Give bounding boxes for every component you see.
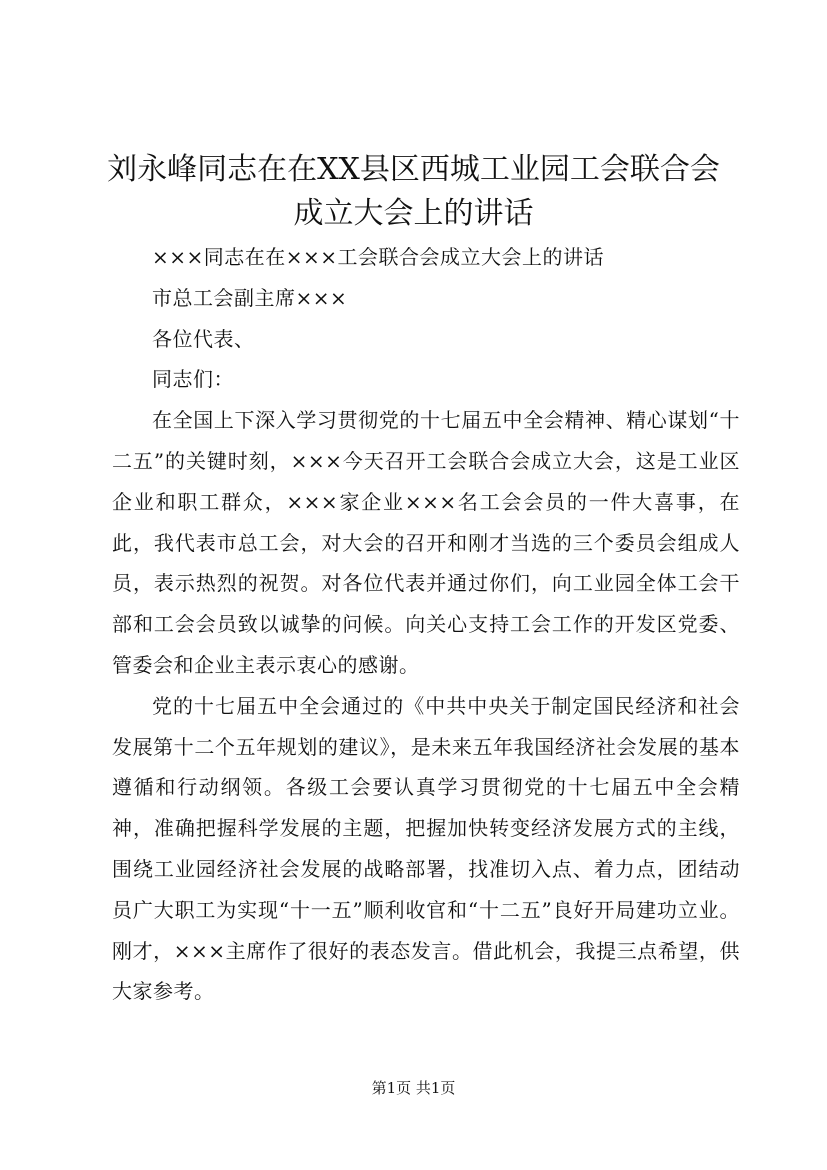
body-paragraph-1: 在全国上下深入学习贯彻党的十七届五中全会精神、精心谋划“十二五”的关键时刻，×××今天召开工会联合会成立大会，这是工业区企业和职工群众，×××家企业×××名工会会员的一件大喜事，在此，我代表市总工会，对大会的召开和刚才当选的三个委员会组成人员，表示热烈的祝贺。对各位代表并通过你们，向工业园全体工会干部和工会会员致以诚挚的问候。向关心支持工会工作的开发区党委、管委会和企业主表示衷心的感谢。 — [112, 408, 740, 677]
speaker-line: 市总工会副主席××× — [152, 285, 348, 310]
body-paragraph-2: 党的十七届五中全会通过的《中共中央关于制定国民经济和社会发展第十二个五年规划的建议》，是未来五年我国经济社会发展的基本遵循和行动纲领。各级工会要认真学习贯彻党的十七届五中全会精神，准确把握科学发展的主题，把握加快转变经济发展方式的主线，围绕工业园经济社会发展的战略部署，找准切入点、着力点，团结动员广大职工为实现“十一五”顺利收官和“十二五”良好开局建功立业。刚才，×××主席作了很好的表态发言。借此机会，我提三点希望，供大家参考。 — [112, 693, 740, 1004]
page-footer: 第1页 共1页 — [371, 1079, 456, 1097]
document-body — [112, 237, 740, 1012]
document-title: 刘永峰同志在在XX县区西城工业园工会联合会成立大会上的讲话 — [107, 152, 720, 231]
salutation-line-2: 同志们： — [152, 367, 234, 392]
salutation-line-1: 各位代表、 — [152, 326, 255, 351]
speech-heading: ×××同志在在×××工会联合会成立大会上的讲话 — [152, 245, 605, 269]
